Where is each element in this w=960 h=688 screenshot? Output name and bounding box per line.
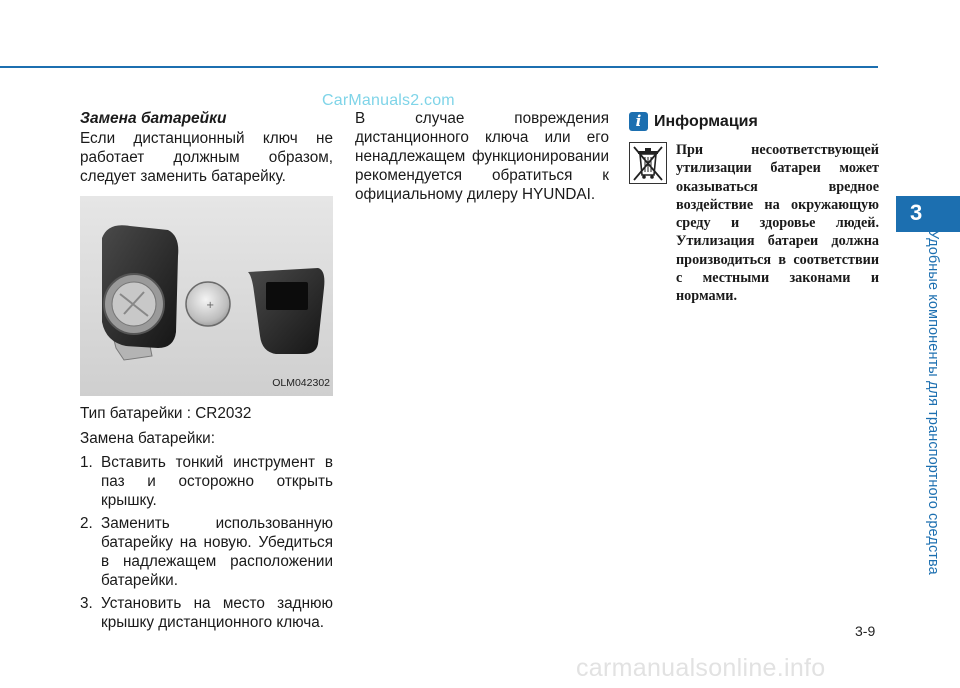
column-left bbox=[80, 109, 333, 636]
svg-text:+: + bbox=[206, 300, 215, 311]
steps-heading: Замена батарейки: bbox=[80, 430, 215, 447]
info-box bbox=[629, 112, 880, 306]
info-title: Информация bbox=[654, 113, 758, 130]
info-header bbox=[629, 112, 880, 131]
figure-code: OLM042302 bbox=[272, 377, 330, 389]
info-text: При несоответствующей утилизации батареи может оказываться вредное воздействие на окружающую среду и здоровье людей. Утилизация батареи должна производиться в соответствии с местными законами и нормами. bbox=[676, 142, 879, 305]
list-item: 3. Установить на место заднюю крышку дистанционного ключа. bbox=[80, 595, 333, 631]
remote-key-illustration bbox=[80, 196, 333, 396]
info-icon: i bbox=[629, 112, 648, 131]
column-middle bbox=[355, 109, 609, 204]
info-body bbox=[629, 141, 880, 306]
chapter-number: 3 bbox=[910, 200, 923, 225]
watermark-bottom: carmanualsonline.info bbox=[576, 654, 826, 682]
chapter-tab bbox=[896, 196, 960, 232]
remote-key-figure bbox=[80, 196, 333, 396]
steps-list bbox=[80, 453, 333, 632]
section-title: Замена батарейки bbox=[80, 110, 227, 127]
list-item: 1. Вставить тонкий инструмент в паз и осторожно открыть крышку. bbox=[80, 454, 333, 509]
crossed-bin-icon bbox=[629, 142, 667, 184]
chapter-title: Удобные компоненты для транспортного средства bbox=[925, 230, 941, 575]
damage-paragraph: В случае повреждения дистанционного ключа или его ненадлежащем функционировании рекомендуется обратиться к официальному дилеру HYUNDAI. bbox=[355, 110, 609, 203]
battery-type: Тип батарейки : CR2032 bbox=[80, 405, 252, 422]
watermark-top: CarManuals2.com bbox=[322, 92, 455, 109]
page-number: 3-9 bbox=[855, 623, 876, 639]
list-item: 2. Заменить использованную батарейку на новую. Убедиться в надлежащем расположении батарейки. bbox=[80, 515, 333, 589]
header-rule bbox=[0, 66, 878, 68]
intro-paragraph: Если дистанционный ключ не работает должным образом, следует заменить батарейку. bbox=[80, 130, 333, 185]
